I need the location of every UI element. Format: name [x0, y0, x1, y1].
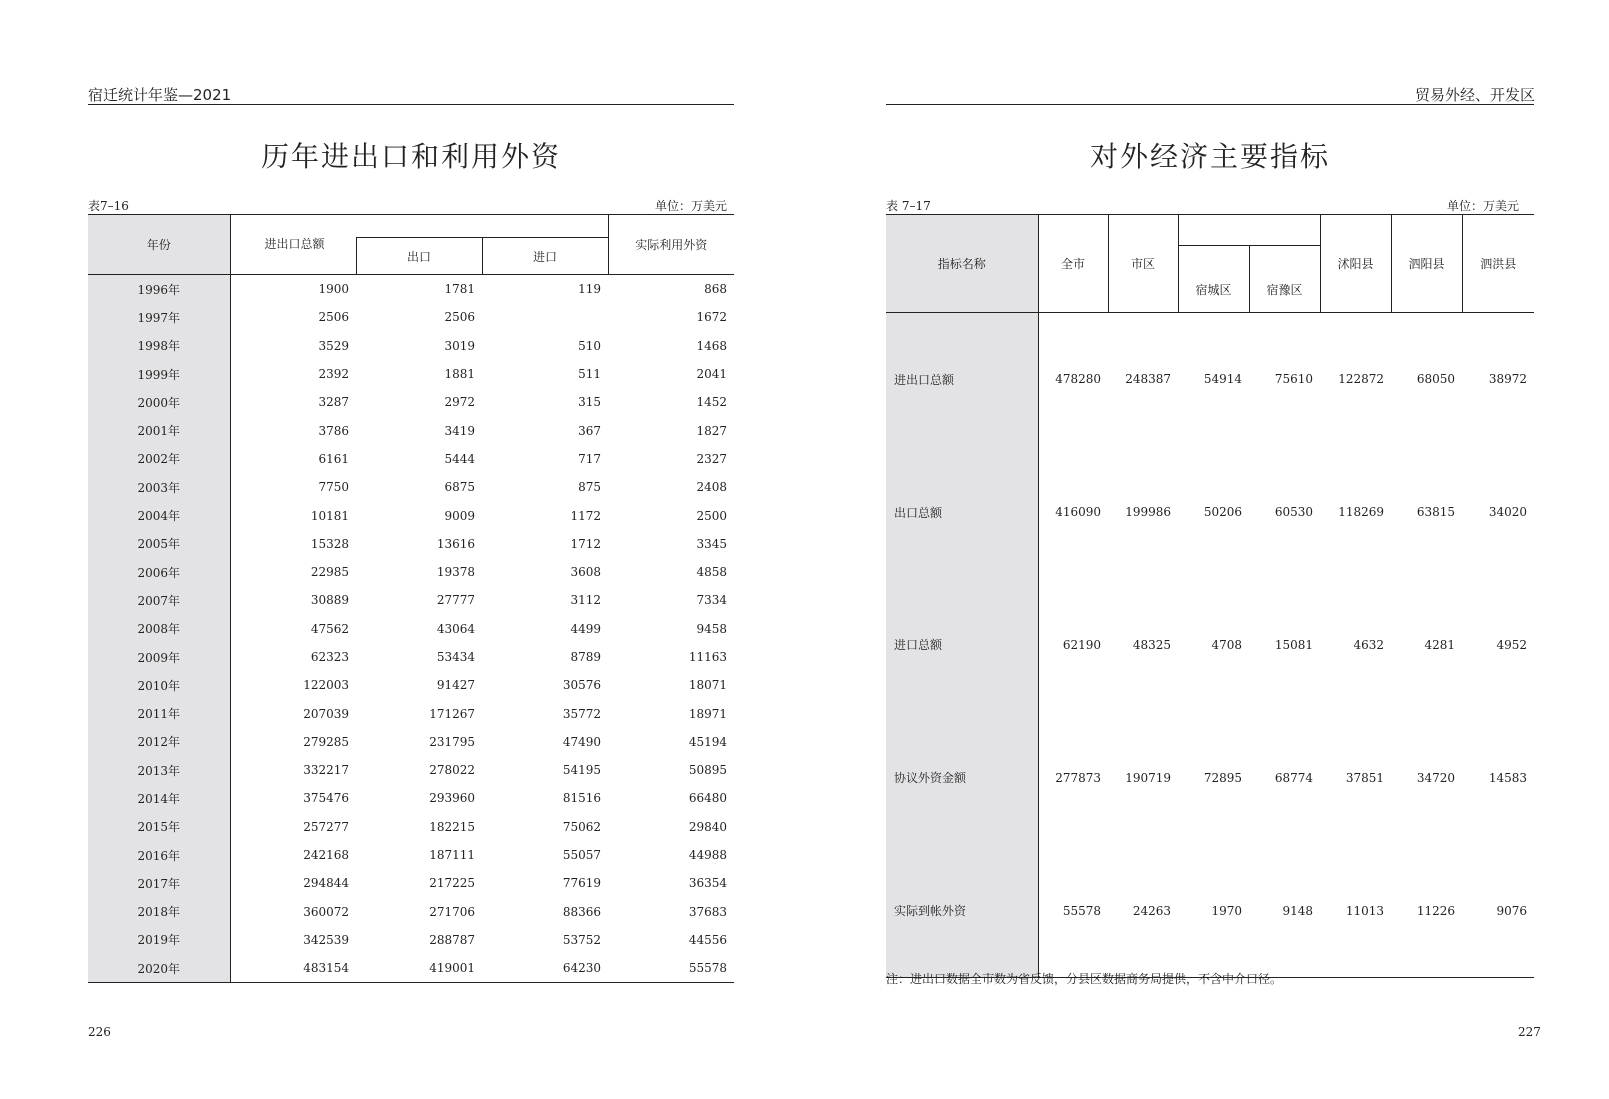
year-cell: 2019年 — [88, 926, 230, 954]
col-header-indicator: 指标名称 — [886, 215, 1038, 313]
table-number-left: 表7–16 — [88, 199, 129, 213]
table-row — [886, 579, 1534, 712]
col-header-city: 全市 — [1038, 215, 1108, 313]
year-cell: 2006年 — [88, 558, 230, 586]
value-cell: 717 — [578, 451, 601, 466]
value-cell: 199986 — [1125, 505, 1171, 520]
table-row — [88, 558, 734, 586]
value-cell: 118269 — [1338, 505, 1384, 520]
page-number-left: 226 — [88, 1025, 111, 1039]
unit-label-left: 单位：万美元 — [655, 199, 728, 213]
value-cell: 50895 — [688, 763, 727, 778]
value-cell: 35772 — [562, 706, 601, 721]
value-cell: 2506 — [318, 310, 349, 325]
table-row — [88, 954, 734, 983]
value-cell: 294844 — [303, 876, 349, 891]
unit-label-right: 单位：万美元 — [1447, 199, 1520, 213]
col-header-export: 出口 — [356, 238, 482, 275]
value-cell: 15328 — [310, 536, 349, 551]
value-cell: 9458 — [696, 621, 727, 636]
value-cell: 2392 — [318, 367, 349, 382]
col-header-siyang: 泗阳县 — [1391, 215, 1462, 313]
value-cell: 2972 — [444, 395, 475, 410]
value-cell: 47562 — [310, 621, 349, 636]
running-header-left: 宿迁统计年鉴—2021 — [88, 86, 232, 104]
indicator-name-cell: 实际到帐外资 — [886, 844, 1038, 977]
indicator-name-cell: 进口总额 — [886, 579, 1038, 712]
table-row — [88, 416, 734, 444]
value-cell: 293960 — [429, 791, 475, 806]
value-cell: 66480 — [688, 791, 727, 806]
value-cell: 30889 — [310, 593, 349, 608]
value-cell: 75062 — [562, 819, 601, 834]
value-cell: 53752 — [562, 932, 601, 947]
value-cell: 2041 — [696, 367, 727, 382]
value-cell: 14583 — [1488, 770, 1527, 785]
year-cell: 2016年 — [88, 841, 230, 869]
value-cell: 3419 — [444, 423, 475, 438]
value-cell: 4281 — [1424, 637, 1455, 652]
value-cell: 22985 — [310, 565, 349, 580]
value-cell: 18071 — [688, 678, 727, 693]
table-row — [88, 615, 734, 643]
value-cell: 511 — [578, 367, 601, 382]
value-cell: 419001 — [429, 961, 475, 976]
year-cell: 1999年 — [88, 360, 230, 388]
value-cell: 29840 — [688, 819, 727, 834]
year-cell: 2005年 — [88, 530, 230, 558]
table-row — [88, 728, 734, 756]
value-cell: 50206 — [1203, 505, 1242, 520]
indicator-name-cell: 协议外资金额 — [886, 711, 1038, 844]
value-cell: 36354 — [688, 876, 727, 891]
col-header-spacer — [1178, 215, 1320, 246]
value-cell: 53434 — [436, 650, 475, 664]
table-row — [88, 926, 734, 954]
value-cell: 122872 — [1338, 372, 1384, 387]
value-cell: 332217 — [303, 763, 349, 778]
value-cell: 48325 — [1132, 637, 1171, 652]
value-cell: 483154 — [303, 961, 349, 976]
value-cell: 30576 — [562, 678, 601, 693]
value-cell: 62323 — [310, 650, 349, 664]
year-cell: 2009年 — [88, 643, 230, 671]
table-number-right: 表 7–17 — [886, 199, 931, 213]
year-cell: 2007年 — [88, 586, 230, 614]
value-cell: 1468 — [696, 338, 727, 353]
value-cell: 44988 — [688, 848, 727, 863]
year-cell: 2018年 — [88, 898, 230, 926]
value-cell: 3345 — [696, 536, 727, 551]
col-header-suyu: 宿豫区 — [1249, 246, 1320, 313]
table-row — [88, 671, 734, 699]
year-cell: 2002年 — [88, 445, 230, 473]
value-cell: 24263 — [1132, 903, 1171, 918]
page-number-right: 227 — [1518, 1025, 1541, 1039]
year-cell: 2010年 — [88, 671, 230, 699]
table-row — [88, 841, 734, 869]
value-cell: 1970 — [1211, 903, 1242, 918]
value-cell: 34720 — [1416, 770, 1455, 785]
value-cell: 55578 — [688, 961, 727, 976]
value-cell: 6161 — [318, 451, 349, 466]
value-cell: 207039 — [303, 706, 349, 721]
value-cell: 37851 — [1345, 770, 1384, 785]
value-cell: 37683 — [688, 904, 727, 919]
value-cell: 43064 — [436, 621, 475, 636]
value-cell: 510 — [578, 338, 601, 353]
value-cell: 8789 — [570, 650, 601, 664]
value-cell: 217225 — [429, 876, 475, 891]
value-cell: 171267 — [429, 706, 475, 721]
year-cell: 2001年 — [88, 416, 230, 444]
value-cell: 122003 — [303, 678, 349, 693]
value-cell: 3529 — [318, 338, 349, 353]
value-cell: 4952 — [1496, 637, 1527, 652]
value-cell: 3786 — [318, 423, 349, 438]
value-cell: 187111 — [429, 848, 475, 863]
value-cell: 44556 — [688, 932, 727, 947]
value-cell: 19378 — [436, 565, 475, 580]
col-header-fdi: 实际利用外资 — [608, 215, 734, 275]
value-cell: 257277 — [303, 819, 349, 834]
table-row — [88, 275, 734, 304]
value-cell: 242168 — [303, 848, 349, 863]
value-cell: 38972 — [1488, 372, 1527, 387]
col-header-shuyang: 沭阳县 — [1320, 215, 1391, 313]
value-cell: 1452 — [696, 395, 727, 410]
value-cell: 7750 — [318, 480, 349, 495]
col-header-urban: 市区 — [1108, 215, 1178, 313]
year-cell: 2003年 — [88, 473, 230, 501]
value-cell: 478280 — [1055, 372, 1101, 387]
year-cell: 2015年 — [88, 813, 230, 841]
value-cell: 18971 — [688, 706, 727, 721]
value-cell: 2327 — [696, 451, 727, 466]
value-cell: 4632 — [1353, 637, 1384, 652]
value-cell: 63815 — [1416, 505, 1455, 520]
year-cell: 1997年 — [88, 303, 230, 331]
foreign-economy-table — [886, 214, 1534, 978]
value-cell: 3019 — [444, 338, 475, 353]
year-cell: 1998年 — [88, 332, 230, 360]
value-cell: 868 — [704, 282, 727, 297]
table-row — [88, 784, 734, 812]
value-cell: 277873 — [1055, 770, 1101, 785]
trade-history-table — [88, 214, 734, 983]
value-cell: 9148 — [1282, 903, 1313, 918]
year-cell: 2011年 — [88, 699, 230, 727]
value-cell: 315 — [578, 395, 601, 410]
header-rule-left — [88, 104, 734, 105]
value-cell: 55057 — [562, 848, 601, 863]
table-row — [88, 586, 734, 614]
value-cell: 13616 — [436, 536, 475, 551]
table-row — [88, 332, 734, 360]
table-row — [886, 313, 1534, 446]
value-cell: 34020 — [1488, 505, 1527, 520]
table-row — [88, 898, 734, 926]
value-cell: 182215 — [429, 819, 475, 834]
value-cell: 4858 — [696, 565, 727, 580]
value-cell: 278022 — [429, 763, 475, 778]
value-cell: 77619 — [562, 876, 601, 891]
value-cell: 3287 — [318, 395, 349, 410]
table-row — [88, 473, 734, 501]
value-cell: 75610 — [1274, 372, 1313, 387]
value-cell: 4499 — [570, 621, 601, 636]
value-cell: 2408 — [696, 480, 727, 495]
running-header-right: 贸易外经、开发区 — [1415, 86, 1536, 104]
value-cell: 15081 — [1274, 637, 1313, 652]
col-header-spacer — [356, 215, 482, 238]
value-cell: 64230 — [562, 961, 601, 976]
value-cell: 54914 — [1203, 372, 1242, 387]
table-row — [88, 643, 734, 671]
value-cell: 72895 — [1203, 770, 1242, 785]
table-row — [88, 303, 734, 331]
value-cell: 9009 — [444, 508, 475, 523]
value-cell: 1712 — [570, 536, 601, 551]
table-row — [88, 699, 734, 727]
table-note: 注：进出口数据全市数为省反馈，分县区数据商务局提供，不含中介口径。 — [886, 972, 1283, 986]
table-row — [88, 756, 734, 784]
value-cell: 2500 — [696, 508, 727, 523]
value-cell: 367 — [578, 423, 601, 438]
value-cell: 60530 — [1274, 505, 1313, 520]
value-cell: 1172 — [570, 508, 601, 523]
value-cell: 1781 — [444, 282, 475, 297]
value-cell: 279285 — [303, 734, 349, 749]
year-cell: 1996年 — [88, 275, 230, 304]
value-cell: 342539 — [303, 932, 349, 947]
col-header-sihong: 泗洪县 — [1462, 215, 1534, 313]
value-cell — [482, 303, 608, 331]
value-cell: 55578 — [1062, 903, 1101, 918]
col-header-sucheng: 宿城区 — [1178, 246, 1249, 313]
year-cell: 2000年 — [88, 388, 230, 416]
value-cell: 11013 — [1345, 903, 1384, 918]
table-row — [88, 445, 734, 473]
value-cell: 375476 — [303, 791, 349, 806]
value-cell: 47490 — [562, 734, 601, 749]
value-cell: 5444 — [444, 451, 475, 466]
table-row — [88, 813, 734, 841]
year-cell: 2017年 — [88, 869, 230, 897]
value-cell: 6875 — [444, 480, 475, 495]
value-cell: 248387 — [1125, 372, 1171, 387]
value-cell: 54195 — [562, 763, 601, 778]
year-cell: 2020年 — [88, 954, 230, 983]
value-cell: 2506 — [444, 310, 475, 325]
value-cell: 11163 — [688, 650, 727, 664]
table-row — [88, 360, 734, 388]
col-header-spacer — [482, 215, 608, 238]
col-header-total: 进出口总额 — [230, 215, 356, 275]
page-title-right: 对外经济主要指标 — [1089, 140, 1330, 173]
year-cell: 2013年 — [88, 756, 230, 784]
value-cell: 231795 — [429, 734, 475, 749]
value-cell: 62190 — [1062, 637, 1101, 652]
value-cell: 3112 — [570, 593, 601, 608]
table-row — [88, 388, 734, 416]
value-cell: 3608 — [570, 565, 601, 580]
page-title-left: 历年进出口和利用外资 — [260, 140, 561, 173]
value-cell: 68774 — [1274, 770, 1313, 785]
table-row — [88, 530, 734, 558]
value-cell: 288787 — [429, 932, 475, 947]
value-cell: 9076 — [1496, 903, 1527, 918]
indicator-name-cell: 出口总额 — [886, 446, 1038, 579]
col-header-year: 年份 — [88, 215, 230, 275]
value-cell: 119 — [578, 282, 601, 297]
table-row — [88, 869, 734, 897]
year-cell: 2004年 — [88, 501, 230, 529]
table-row — [88, 501, 734, 529]
indicator-name-cell: 进出口总额 — [886, 313, 1038, 446]
value-cell: 875 — [578, 480, 601, 495]
value-cell: 1672 — [696, 310, 727, 325]
table-row — [886, 711, 1534, 844]
header-rule-right — [886, 104, 1534, 105]
value-cell: 1881 — [444, 367, 475, 382]
table-row — [886, 446, 1534, 579]
year-cell: 2014年 — [88, 784, 230, 812]
value-cell: 11226 — [1416, 903, 1455, 918]
value-cell: 190719 — [1125, 770, 1171, 785]
value-cell: 1827 — [696, 423, 727, 438]
value-cell: 271706 — [429, 904, 475, 919]
value-cell: 360072 — [303, 904, 349, 919]
value-cell: 88366 — [562, 904, 601, 919]
value-cell: 7334 — [696, 593, 727, 608]
value-cell: 81516 — [562, 791, 601, 806]
value-cell: 68050 — [1416, 372, 1455, 387]
year-cell: 2008年 — [88, 615, 230, 643]
col-header-import: 进口 — [482, 238, 608, 275]
value-cell: 91427 — [436, 678, 475, 693]
year-cell: 2012年 — [88, 728, 230, 756]
value-cell: 10181 — [310, 508, 349, 523]
value-cell: 27777 — [436, 593, 475, 608]
value-cell: 4708 — [1211, 637, 1242, 652]
value-cell: 45194 — [688, 734, 727, 749]
value-cell: 1900 — [318, 282, 349, 297]
table-row — [886, 844, 1534, 977]
value-cell: 416090 — [1055, 505, 1101, 520]
